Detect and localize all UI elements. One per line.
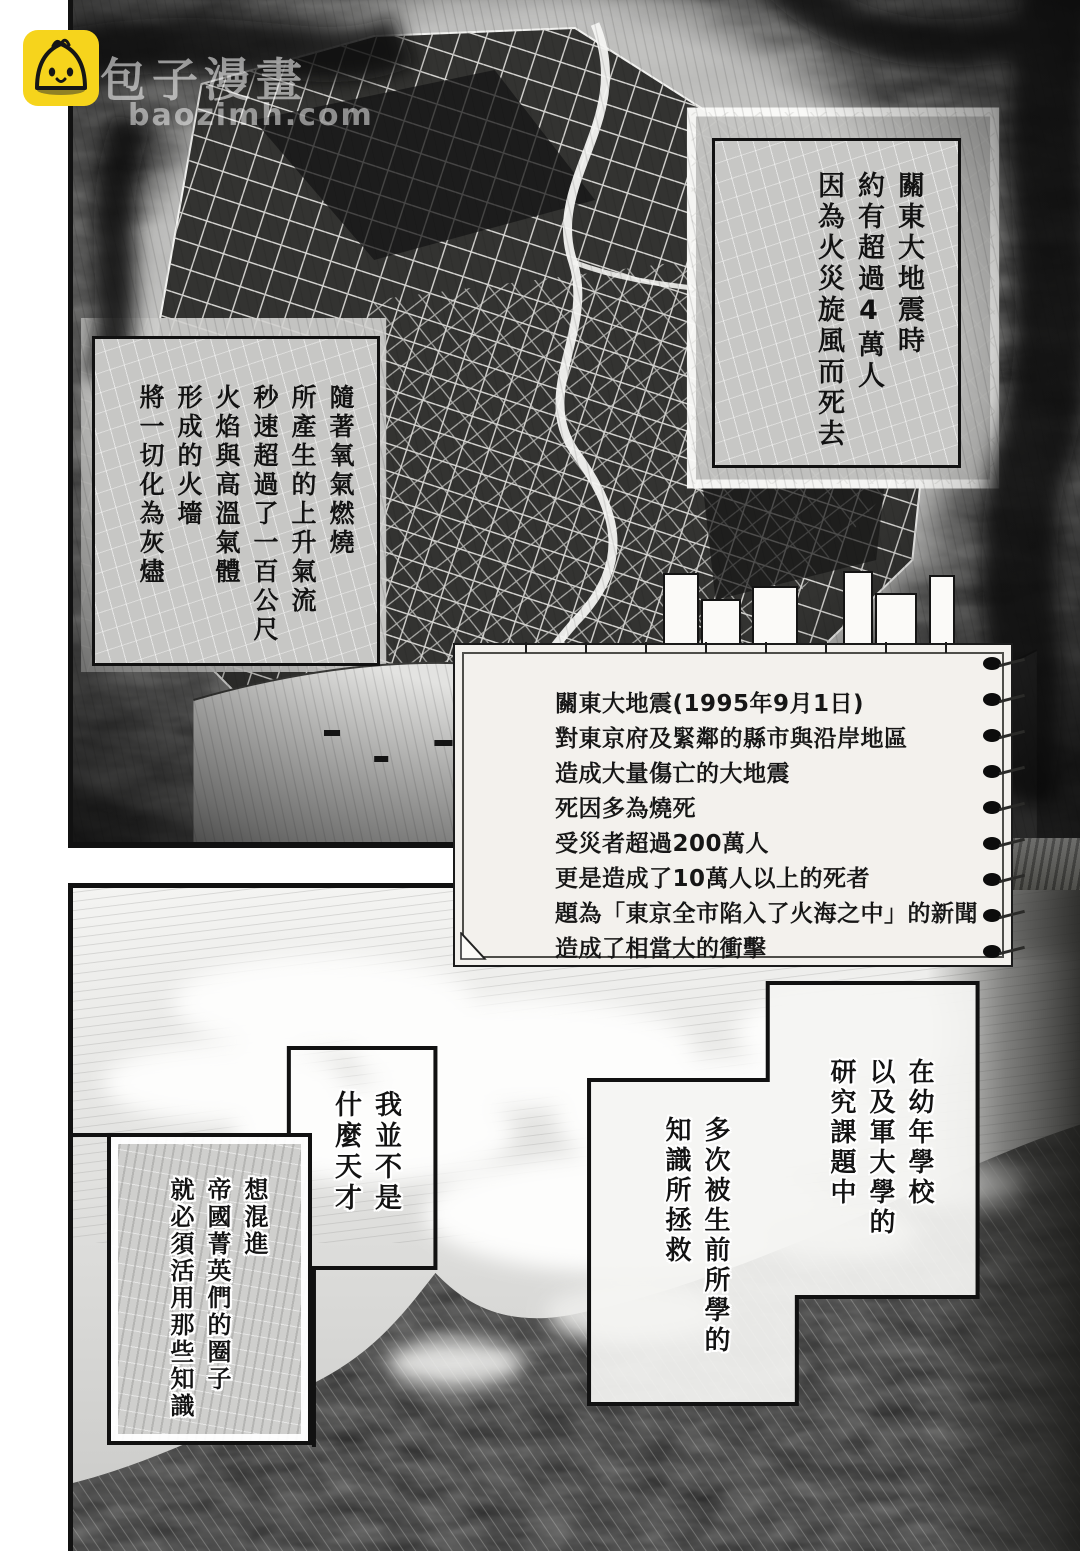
caption-line: 因為火災旋風而死去 [813, 171, 844, 450]
notebook-line: 對東京府及緊鄰的縣市與沿岸地區 [555, 726, 908, 752]
elite-text [155, 1177, 266, 1420]
caption-line: 我並不是 [370, 1090, 401, 1214]
spiral-ring-icon [983, 657, 1001, 670]
caption-line: 秒速超過了一百公尺 [250, 384, 279, 645]
spiral-ring-icon [983, 801, 1001, 814]
notebook-line: 題為「東京全市陷入了火海之中」的新聞 [555, 901, 978, 927]
ruled-tick [885, 642, 887, 653]
caption-line: 帝國菁英們的圈子 [203, 1177, 231, 1393]
caption-line: 形成的火墻 [174, 384, 203, 529]
narration-genius [319, 1090, 399, 1340]
ruled-tick [585, 642, 587, 653]
speech-box-elite [107, 1133, 312, 1445]
caption-line: 關東大地震時 [893, 171, 924, 357]
ruled-tick [765, 642, 767, 653]
notebook-line: 受災者超過200萬人 [555, 831, 770, 857]
notebook-skyline-rect [752, 586, 798, 648]
ruled-tick [645, 642, 647, 653]
caption-line: 就必須活用那些知識 [166, 1177, 194, 1420]
notebook-text [555, 687, 978, 967]
spiral-ring-icon [983, 873, 1001, 886]
caption-line: 火焰與高溫氣體 [212, 384, 241, 587]
caption-line: 約有超過4萬人 [853, 171, 884, 392]
folded-corner-icon [460, 932, 488, 960]
caption-line: 隨著氧氣燃燒 [326, 384, 355, 558]
firewall-text [125, 384, 353, 645]
notebook-line: 關東大地震(1995年9月1日) [555, 691, 865, 717]
ruled-tick [705, 642, 707, 653]
caption-line: 將一切化為灰燼 [136, 384, 165, 587]
notebook-line: 造成大量傷亡的大地震 [555, 761, 790, 787]
caption-line: 在幼年學校 [904, 1058, 934, 1208]
notebook-skyline-rect [663, 573, 699, 648]
notebook-line: 更是造成了10萬人以上的死者 [555, 866, 871, 892]
watermark-site: baozimh.com [128, 98, 374, 133]
spiral-ring-icon [983, 693, 1001, 706]
notebook-skyline-rect [929, 575, 955, 648]
caption-line: 所產生的上升氣流 [288, 384, 317, 616]
firestorm-text [802, 171, 922, 450]
notebook-skyline-rect [875, 593, 917, 648]
notebook-line: 死因多為燒死 [555, 796, 696, 822]
spiral-ring-icon [983, 765, 1001, 778]
caption-line: 研究課題中 [826, 1058, 856, 1208]
caption-line: 什麼天才 [330, 1090, 361, 1214]
spiral-ring-icon [983, 909, 1001, 922]
speech-box-firewall [92, 336, 380, 666]
watermark-brand: 包子漫畫 [100, 53, 308, 107]
notebook-line: 造成了相當大的衝擊 [555, 936, 767, 962]
gap-bleed-smoke [1004, 838, 1080, 890]
ruled-tick [945, 642, 947, 653]
caption-line: 知識所拯救 [661, 1116, 691, 1266]
spiral-ring-icon [983, 729, 1001, 742]
notebook-note [453, 643, 1013, 967]
ruled-tick [525, 642, 527, 653]
notebook-skyline-rect [843, 571, 873, 648]
spiral-ring-icon [983, 945, 1001, 958]
notebook-skyline-rect [701, 599, 741, 648]
spiral-ring-icon [983, 837, 1001, 850]
speech-box-firestorm [712, 138, 961, 468]
caption-line: 多次被生前所學的 [700, 1116, 730, 1356]
narration-saved [618, 1116, 728, 1436]
caption-line: 想混進 [240, 1177, 268, 1258]
baozi-logo-icon [23, 30, 99, 106]
caption-line: 以及軍大學的 [865, 1058, 895, 1238]
narration-school [822, 1058, 932, 1358]
ruled-tick [825, 642, 827, 653]
